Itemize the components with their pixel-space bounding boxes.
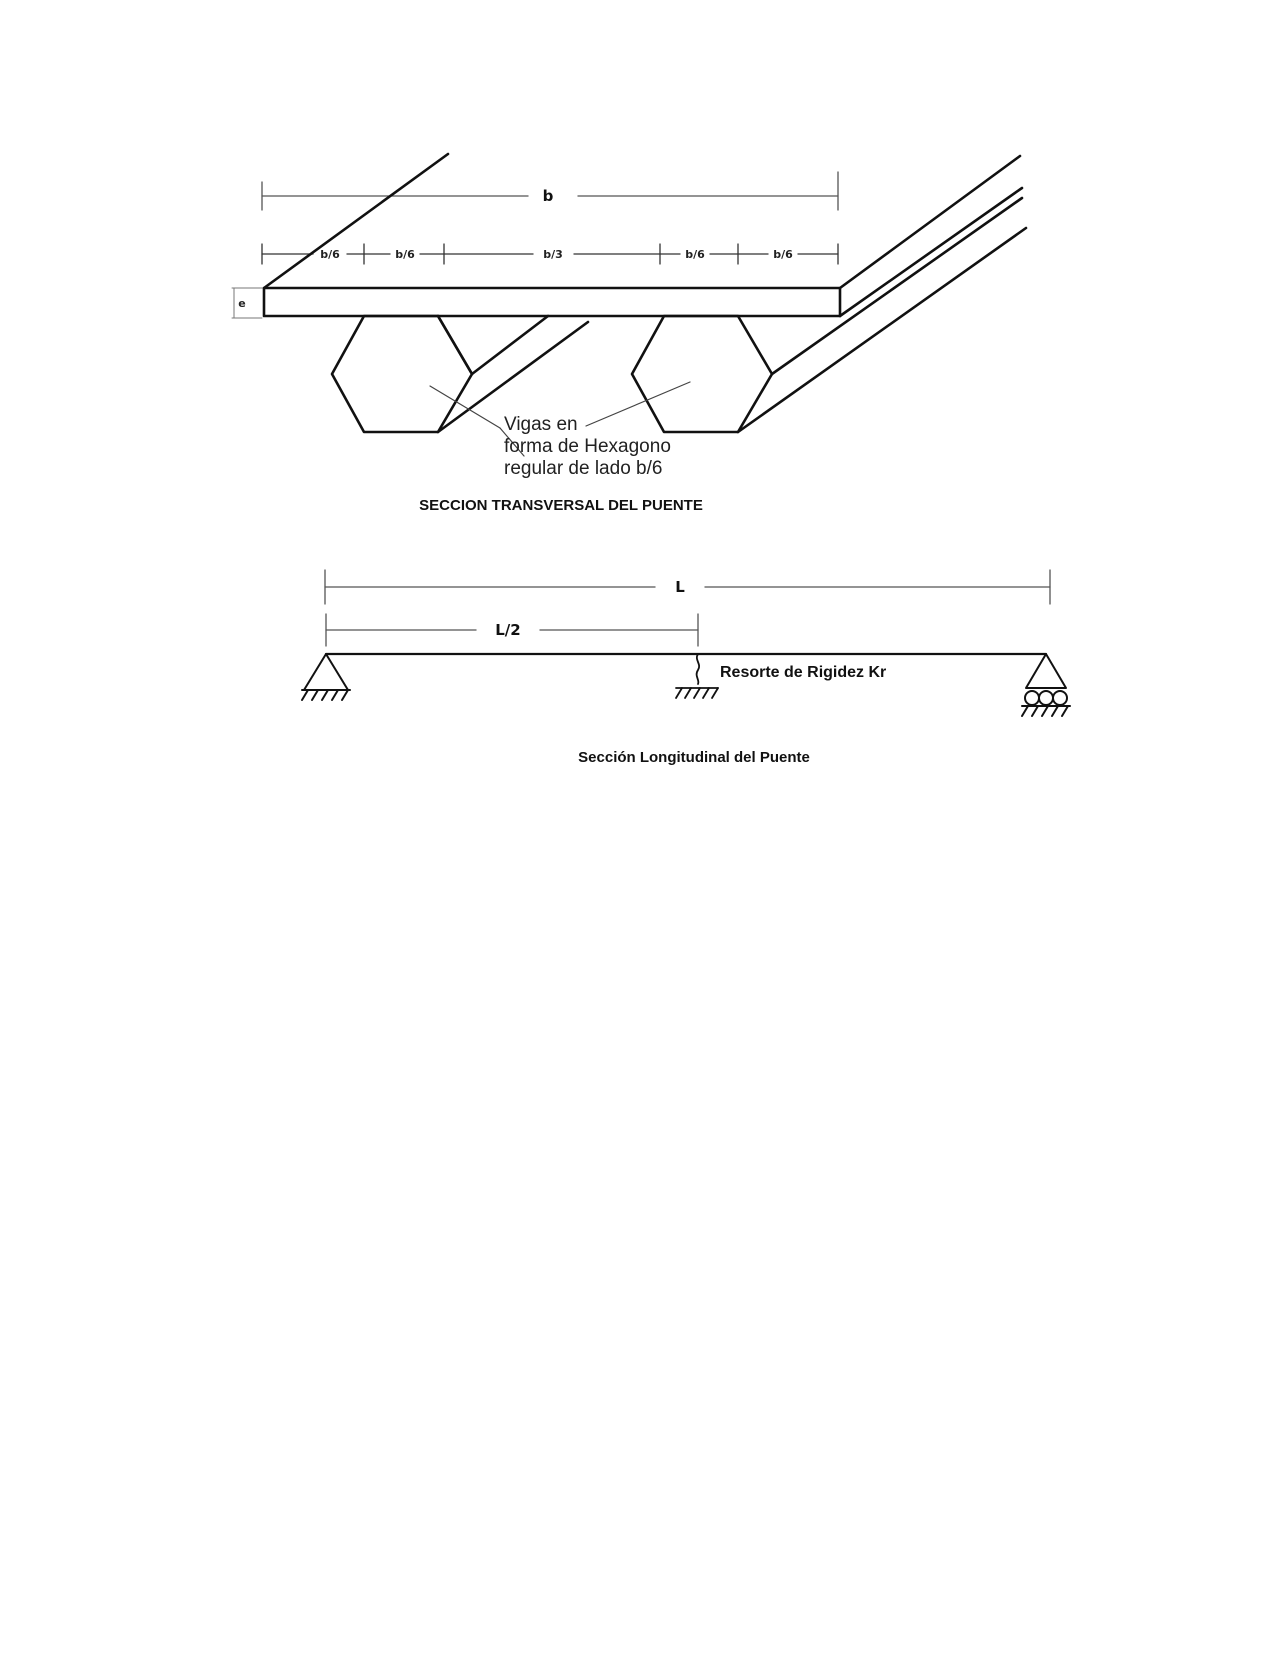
spring-label: Resorte de Rigidez Kr: [720, 664, 887, 681]
pin-support-left: [302, 654, 350, 700]
note-line-3: regular de lado b/6: [504, 458, 663, 479]
label-L-half: L/2: [495, 621, 521, 639]
note-line-1: Vigas en: [504, 414, 578, 435]
caption-cross-section: SECCION TRANSVERSAL DEL PUENTE: [419, 497, 703, 514]
caption-longitudinal: Sección Longitudinal del Puente: [578, 749, 810, 766]
dimension-e: [232, 288, 262, 318]
spring-support: [676, 654, 718, 698]
label-b: b: [542, 187, 554, 205]
label-seg-5: b/6: [773, 248, 793, 261]
label-seg-3: b/3: [543, 248, 563, 261]
label-L: L: [675, 578, 685, 596]
roller-support-right: [1022, 654, 1070, 716]
note-line-2: forma de Hexagono: [504, 436, 671, 457]
dimension-L: [325, 570, 1050, 604]
deck-slab: [264, 154, 1022, 316]
label-seg-2: b/6: [395, 248, 415, 261]
label-seg-1: b/6: [320, 248, 340, 261]
label-seg-4: b/6: [685, 248, 705, 261]
label-e: e: [238, 297, 246, 310]
